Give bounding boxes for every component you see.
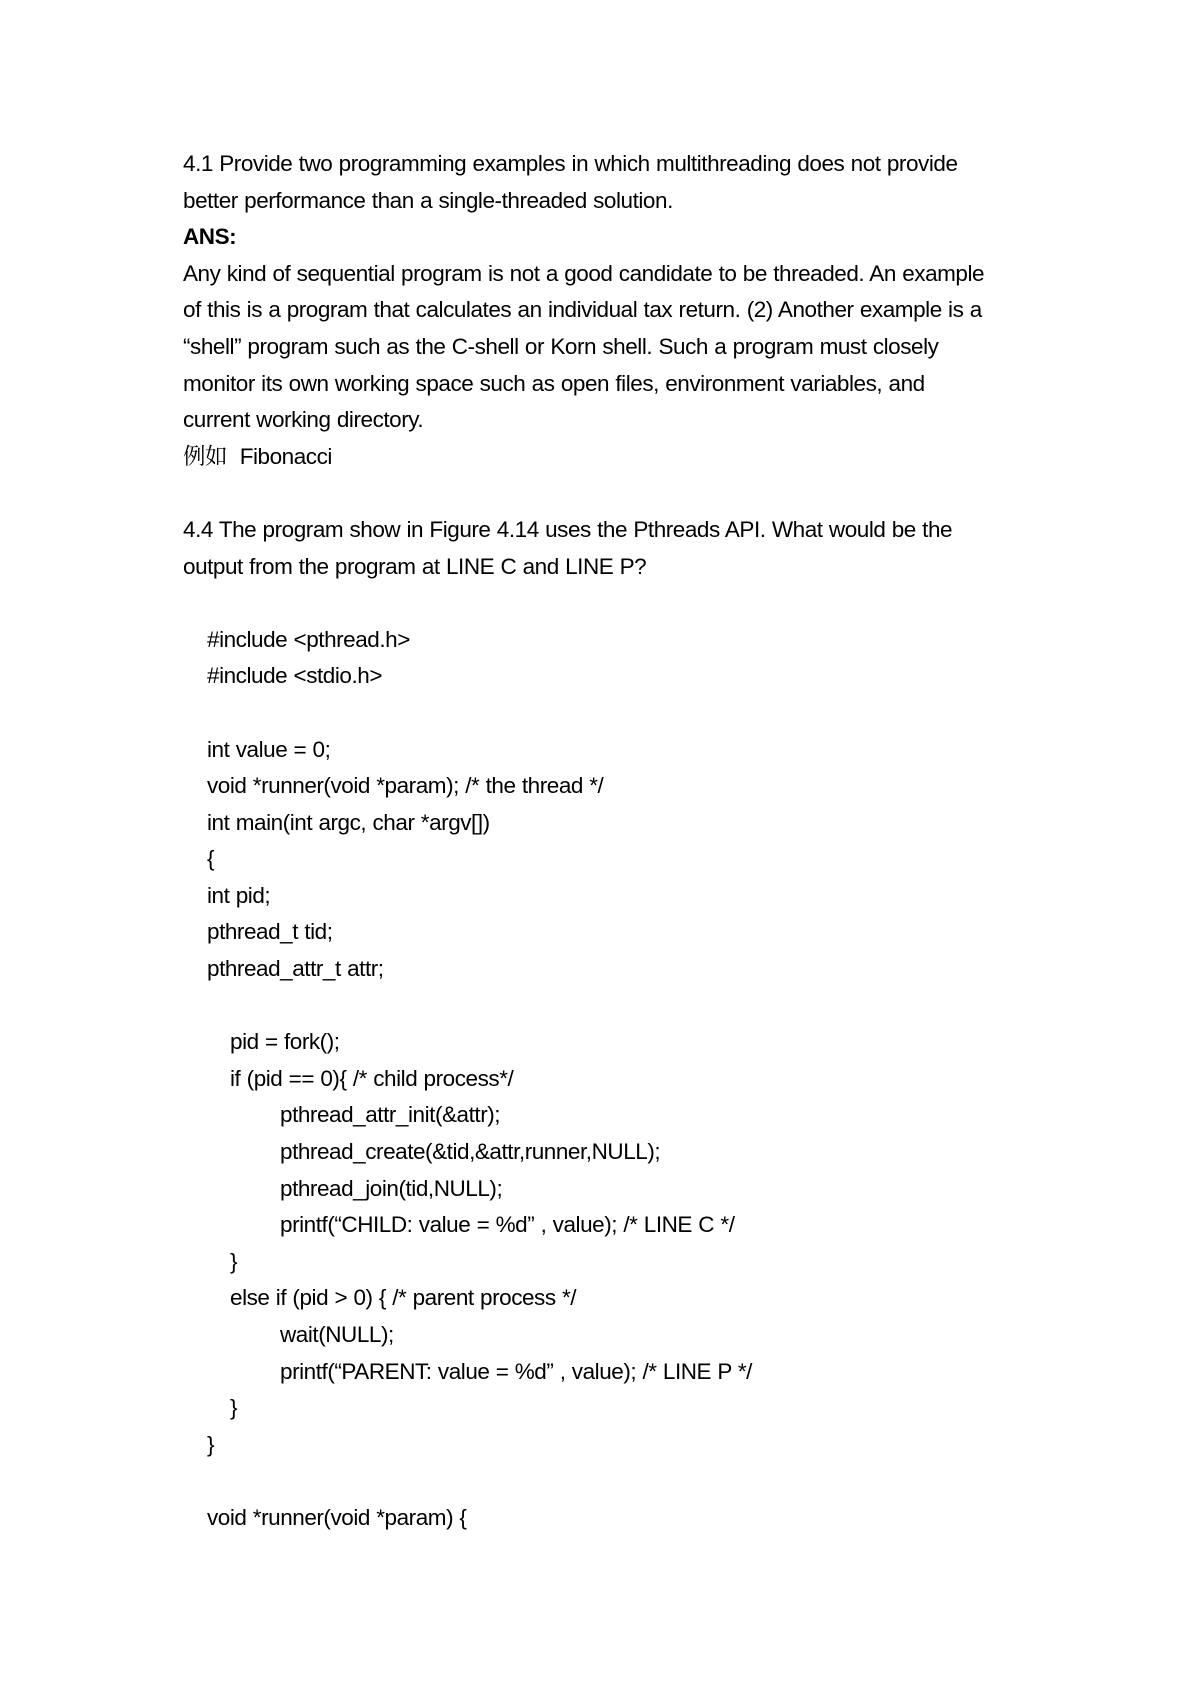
answer-line-5: current working directory.: [183, 407, 424, 433]
code-line: #include <stdio.h>: [207, 663, 383, 689]
paragraph-spacer: [183, 585, 1043, 622]
answer-line-3: “shell” program such as the C-shell or Korn shell. Such a program must closely: [183, 333, 939, 359]
answer-line-1: Any kind of sequential program is not a good candidate to be threaded. An example: [183, 260, 985, 286]
code-spacer: [183, 988, 1043, 1025]
code-line: pthread_join(tid,NULL);: [280, 1175, 503, 1201]
code-line: void *runner(void *param); /* the thread */: [207, 773, 604, 799]
question-4-1-line-1: 4.1 Provide two programming examples in which multithreading does not provide: [183, 151, 958, 176]
code-line: printf(“CHILD: value = %d” , value); /* LINE C */: [280, 1212, 735, 1238]
code-spacer: [183, 1463, 1043, 1500]
code-line: printf(“PARENT: value = %d” , value); /* LINE P */: [280, 1358, 752, 1384]
answer-line-2: of this is a program that calculates an individual tax return. (2) Another example is a: [183, 297, 982, 323]
code-line: int value = 0;: [207, 736, 331, 762]
document-body: [183, 146, 1043, 1537]
code-line: else if (pid > 0) { /* parent process */: [230, 1285, 577, 1311]
answer-label: ANS:: [183, 224, 237, 250]
answer-line-4: monitor its own working space such as open files, environment variables, and: [183, 370, 925, 396]
code-line: }: [230, 1248, 238, 1274]
code-line: }: [230, 1395, 238, 1421]
code-line: void *runner(void *param) {: [207, 1504, 467, 1530]
code-line: pid = fork();: [230, 1029, 340, 1055]
code-line: pthread_attr_t attr;: [207, 956, 384, 982]
code-line: wait(NULL);: [280, 1322, 394, 1347]
code-listing: [183, 622, 1043, 1537]
question-4-4-line-2: output from the program at LINE C and LINE P?: [183, 553, 647, 579]
question-4-4-line-1: 4.4 The program show in Figure 4.14 uses the Pthreads API. What would be the: [183, 516, 953, 542]
answer-example-line: 例如 Fibonacci: [183, 443, 332, 469]
code-line: {: [207, 846, 215, 872]
question-4-1-line-2: better performance than a single-threaded solution.: [183, 187, 673, 213]
code-line: int main(int argc, char *argv[]): [207, 809, 490, 835]
code-line: #include <pthread.h>: [207, 626, 410, 652]
code-line: }: [207, 1431, 215, 1457]
code-line: if (pid == 0){ /* child process*/: [230, 1065, 514, 1091]
code-spacer: [183, 695, 1043, 732]
code-line: int pid;: [207, 882, 271, 908]
code-line: pthread_create(&tid,&attr,runner,NULL);: [280, 1139, 661, 1165]
paragraph-spacer: [183, 475, 1043, 512]
code-line: pthread_t tid;: [207, 919, 333, 945]
code-line: pthread_attr_init(&attr);: [280, 1102, 501, 1128]
